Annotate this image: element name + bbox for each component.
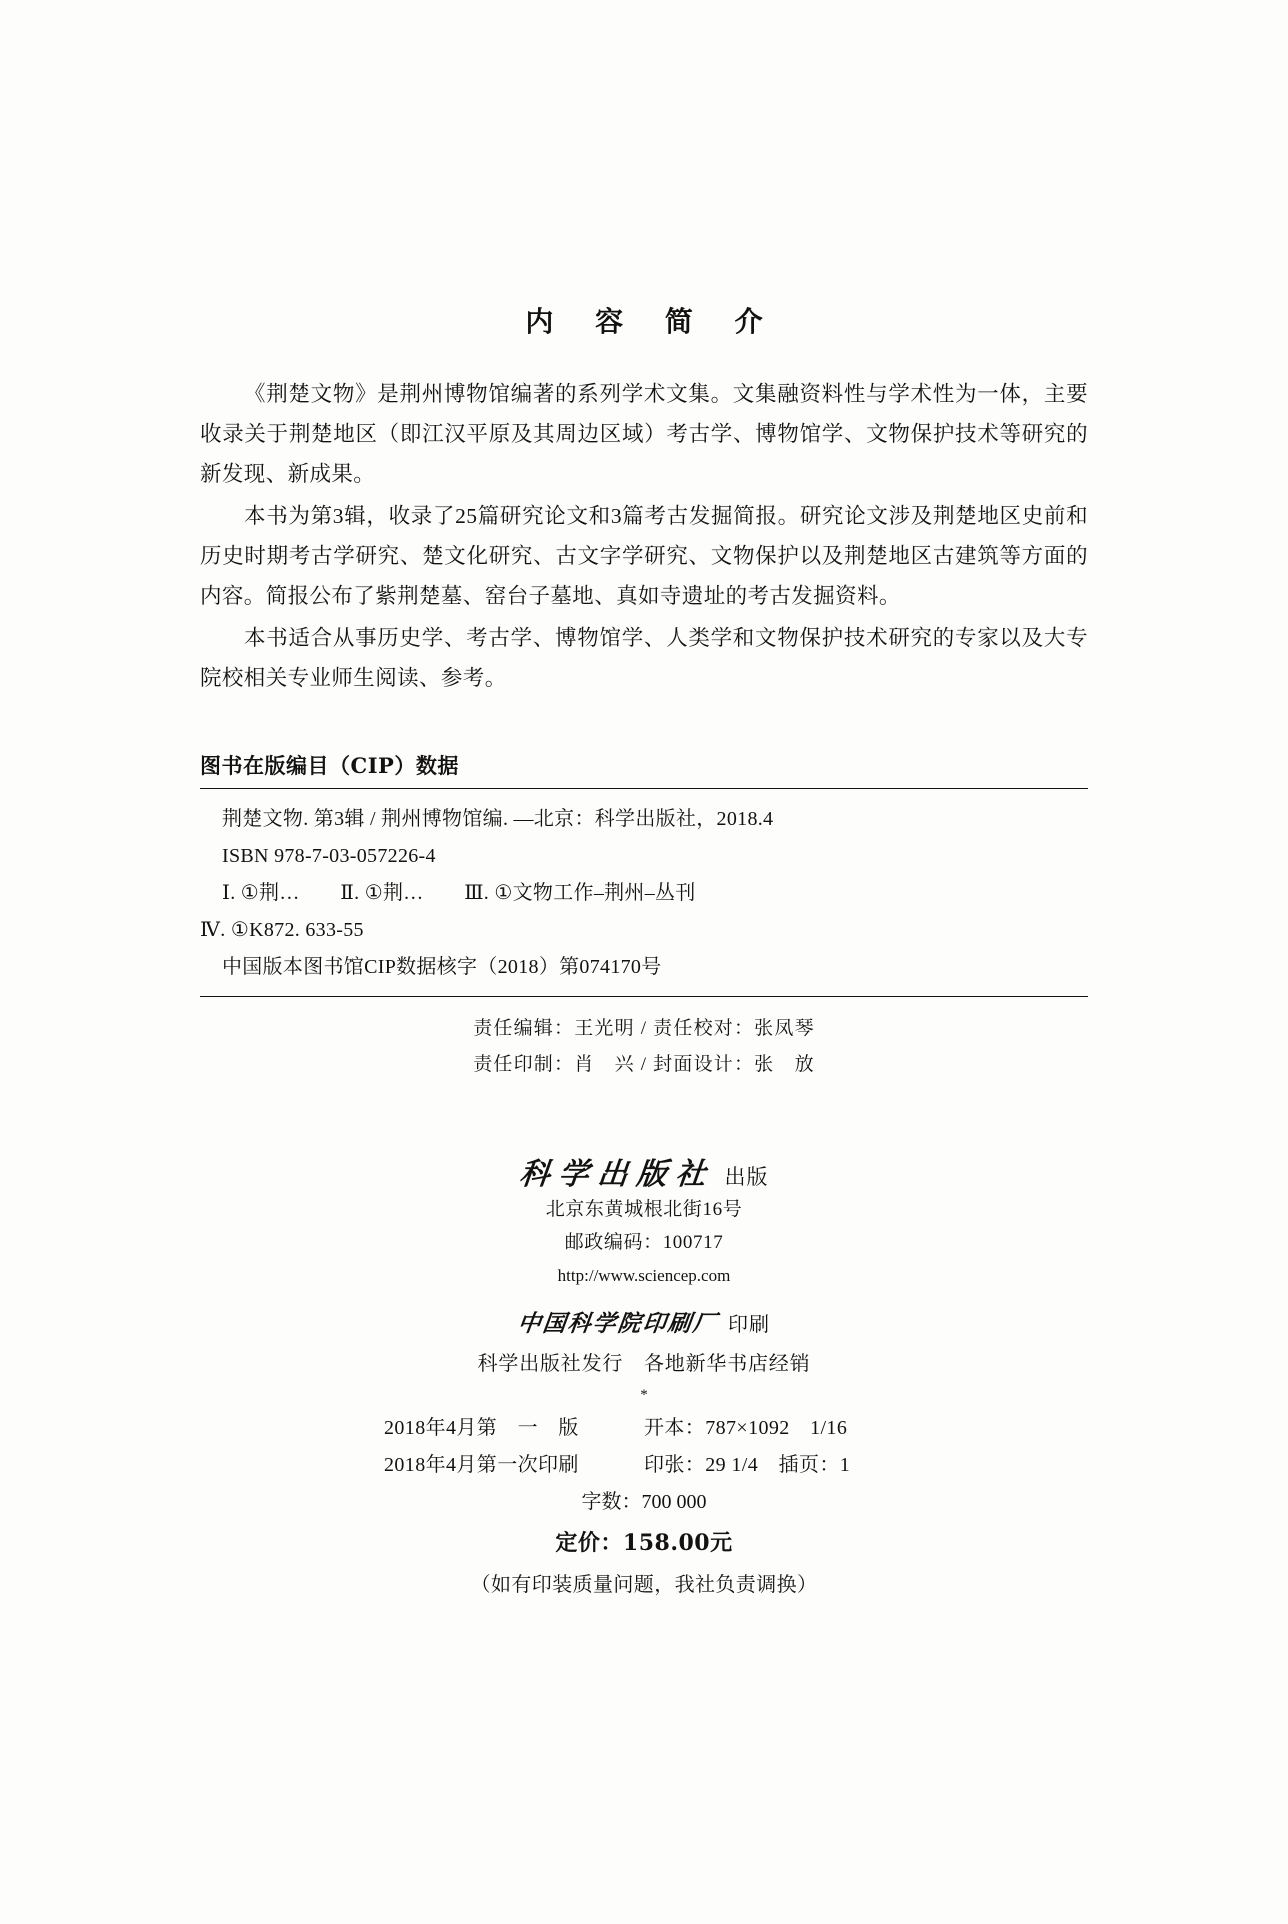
abstract-paragraph-3: 本书适合从事历史学、考古学、博物馆学、人类学和文物保护技术研究的专家以及大专院校相关专业师生阅读、参考。 xyxy=(200,626,1088,690)
spec-price: 定价：158.00元 xyxy=(555,1530,733,1556)
cip-line-registry: 中国版本图书馆CIP数据核字（2018）第074170号 xyxy=(222,956,662,978)
printing-specs xyxy=(200,1410,1088,1605)
cip-line-isbn: ISBN 978-7-03-057226-4 xyxy=(222,845,436,867)
publisher-logo: 科学出版社 xyxy=(517,1157,716,1192)
spec-format: 开本：787×1092 1/16 xyxy=(644,1417,848,1439)
cip-heading: 图书在版编目（CIP）数据 xyxy=(200,753,459,778)
cip-line-title: 荆楚文物. 第3辑 / 荆州博物馆编. —北京：科学出版社，2018.4 xyxy=(222,808,774,830)
publisher-address: 北京东黄城根北街16号 xyxy=(545,1199,743,1220)
cip-block xyxy=(200,750,1088,997)
spec-sheets: 印张：29 1/4 插页：1 xyxy=(644,1454,851,1476)
publisher-block xyxy=(200,1149,1088,1404)
cip-line-classification xyxy=(200,875,1088,912)
spec-edition-date: 2018年4月第 一 版 xyxy=(384,1417,579,1439)
publisher-postcode: 邮政编码：100717 xyxy=(564,1232,724,1253)
page-content xyxy=(200,0,1088,1605)
spec-row-print xyxy=(200,1447,1088,1484)
printer-name: 中国科学院印刷厂 xyxy=(516,1310,720,1337)
cip-class-2: Ⅱ. ①荆… xyxy=(340,882,424,904)
cip-body xyxy=(200,789,1088,996)
distribution-line: 科学出版社发行 各地新华书店经销 xyxy=(477,1353,811,1375)
staff-credits xyxy=(200,997,1088,1083)
publisher-logo-suffix: 出版 xyxy=(724,1165,769,1189)
abstract-paragraph-1: 《荆楚文物》是荆州博物馆编著的系列学术文集。文集融资料性与学术性为一体，主要收录关于荆楚地区（即江汉平原及其周边区域）考古学、博物馆学、文物保护技术等研究的新发现、新成果。 xyxy=(200,382,1088,486)
printer-suffix: 印刷 xyxy=(728,1314,770,1336)
quality-notice: （如有印装质量问题，我社负责调换） xyxy=(470,1574,818,1596)
publisher-url[interactable]: http://www.sciencep.com xyxy=(557,1266,731,1285)
credit-printing-line: 责任印制：肖 兴 / 封面设计：张 放 xyxy=(473,1054,815,1075)
credit-editor-line: 责任编辑：王光明 / 责任校对：张凤琴 xyxy=(473,1018,815,1039)
spec-wordcount: 字数：700 000 xyxy=(581,1491,707,1513)
spec-row-edition xyxy=(200,1410,1088,1447)
abstract-heading: 内 容 简 介 xyxy=(525,305,779,338)
abstract-paragraph-2: 本书为第3辑，收录了25篇研究论文和3篇考古发掘简报。研究论文涉及荆楚地区史前和历史时期考古学研究、楚文化研究、古文字学研究、文物保护以及荆楚地区古建筑等方面的内容。简报公布了紫荆楚墓、窑台子墓地、真如寺遗址的考古发掘资料。 xyxy=(200,504,1088,608)
spec-print-date: 2018年4月第一次印刷 xyxy=(384,1454,579,1476)
separator-star: * xyxy=(640,1387,648,1403)
publisher-logo-row xyxy=(200,1149,1088,1193)
printer-row xyxy=(200,1305,1088,1338)
cip-class-1: Ⅰ. ①荆… xyxy=(222,882,300,904)
cip-line-classification-4: Ⅳ. ①K872. 633-55 xyxy=(200,919,364,941)
cip-class-3: Ⅲ. ①文物工作–荆州–丛刊 xyxy=(464,882,696,904)
